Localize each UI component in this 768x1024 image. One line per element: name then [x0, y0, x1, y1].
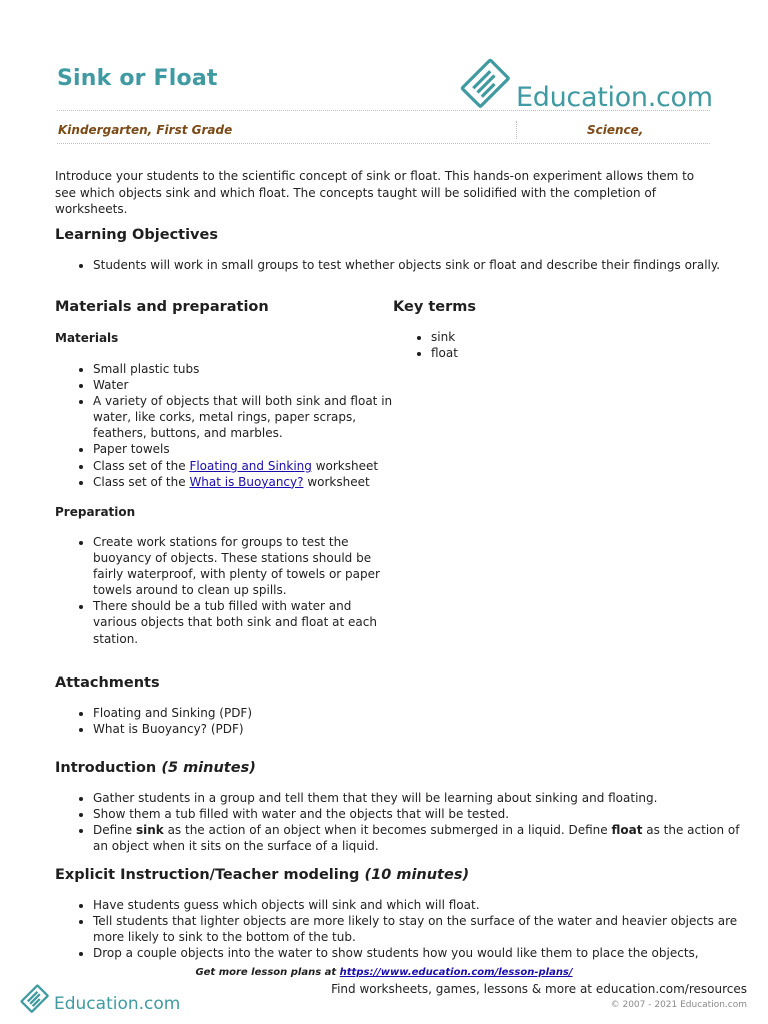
footer-copyright: © 2007 - 2021 Education.com: [610, 1000, 747, 1010]
more-plans-text: Get more lesson plans at: [195, 967, 340, 978]
list-item: • Drop a couple objects into the water to show students how you would like them to place the objects,: [93, 945, 743, 961]
list-item: • There should be a tub filled with water and various objects that both sink and float at each station.: [93, 598, 395, 646]
footer-logo-icon: [18, 983, 52, 1015]
list-item: • Students will work in small groups to test whether objects sink or float and describe their findings orally.: [93, 257, 743, 273]
define-text: as the action of an object when it becomes submerged in a liquid. Define: [163, 823, 612, 838]
grade-levels: Kindergarten, First Grade: [58, 123, 233, 137]
footer-education-logo[interactable]: [18, 983, 181, 1015]
item-suffix: worksheet: [311, 458, 379, 473]
list-item: • Water: [93, 377, 395, 393]
subject-label: Science,: [587, 123, 644, 137]
attachments-heading: Attachments: [55, 675, 160, 691]
attachment-item[interactable]: • What is Buoyancy? (PDF): [93, 721, 493, 737]
footer-find-text: Find worksheets, games, lessons & more at education.com/resources: [331, 982, 747, 996]
key-terms-heading: Key terms: [393, 299, 476, 315]
key-terms-list: [413, 329, 681, 361]
materials-list: [75, 361, 395, 490]
education-logo[interactable]: [456, 56, 716, 112]
list-item: • A variety of objects that will both sink and float in water, like corks, metal rings, paper scraps, feathers, buttons, and marbles.: [93, 393, 395, 441]
define-text: as the action of an object when it sits on the surface of a liquid.: [93, 823, 740, 854]
list-item: • Show them a tub filled with water and the objects that will be tested.: [93, 806, 743, 822]
preparation-subheading: Preparation: [55, 505, 136, 519]
header-divider: [57, 110, 710, 111]
define-term-float: float: [611, 823, 643, 838]
attachments-list: [75, 705, 493, 737]
item-prefix: Class set of the: [93, 458, 190, 473]
learning-objectives-list: [75, 257, 743, 273]
list-item: • Gather students in a group and tell them that they will be learning about sinking and floating.: [93, 790, 743, 806]
list-item: • sink: [431, 329, 681, 345]
item-prefix: Class set of the: [93, 474, 190, 489]
item-suffix: worksheet: [303, 474, 370, 489]
list-item: • Create work stations for groups to test the buoyancy of objects. These stations should be fairly waterproof, with plenty of towels or paper towels around to clean up spills.: [93, 534, 395, 598]
learning-objectives-heading: Learning Objectives: [55, 227, 218, 243]
list-item: • float: [431, 345, 681, 361]
footer-more-plans: [0, 967, 768, 978]
intro-paragraph: Introduce your students to the scientific concept of sink or float. This hands-on experiment allows them to see which objects sink and which float. The concepts taught will be solidified with the completion of worksheets.: [55, 169, 695, 216]
floating-and-sinking-link[interactable]: Floating and Sinking: [189, 458, 312, 473]
meta-divider: [516, 121, 517, 139]
materials-preparation-heading: Materials and preparation: [55, 299, 269, 315]
introduction-duration: (5 minutes): [161, 760, 256, 776]
lesson-plans-link[interactable]: https://www.education.com/lesson-plans/: [339, 967, 573, 978]
explicit-instruction-list: [75, 897, 743, 961]
define-text: Define: [93, 823, 136, 838]
page-title: Sink or Float: [57, 66, 218, 91]
list-item: • Tell students that lighter objects are more likely to stay on the surface of the water and heavier objects are more likely to sink to the bottom of the tub.: [93, 913, 743, 945]
list-item: [93, 474, 395, 490]
introduction-list: [75, 790, 743, 854]
materials-subheading: Materials: [55, 331, 119, 345]
what-is-buoyancy-link[interactable]: What is Buoyancy?: [189, 474, 304, 489]
introduction-heading: [55, 760, 256, 776]
preparation-list: [75, 534, 395, 647]
define-term-sink: sink: [135, 823, 164, 838]
list-item: • Small plastic tubs: [93, 361, 395, 377]
list-item: [93, 458, 395, 474]
introduction-heading-text: Introduction: [55, 760, 157, 776]
logo-wordmark: Education.com: [516, 82, 713, 113]
explicit-instruction-heading-text: Explicit Instruction/Teacher modeling: [55, 867, 360, 883]
explicit-instruction-duration: (10 minutes): [364, 867, 470, 883]
education-logo-icon: [456, 56, 516, 112]
meta-divider-line: [57, 143, 710, 144]
list-item: • Have students guess which objects will sink and which will float.: [93, 897, 743, 913]
list-item: [93, 822, 743, 854]
attachment-item[interactable]: • Floating and Sinking (PDF): [93, 705, 493, 721]
footer-logo-wordmark: Education.com: [54, 994, 181, 1014]
explicit-instruction-heading: [55, 867, 469, 883]
list-item: • Paper towels: [93, 441, 395, 457]
